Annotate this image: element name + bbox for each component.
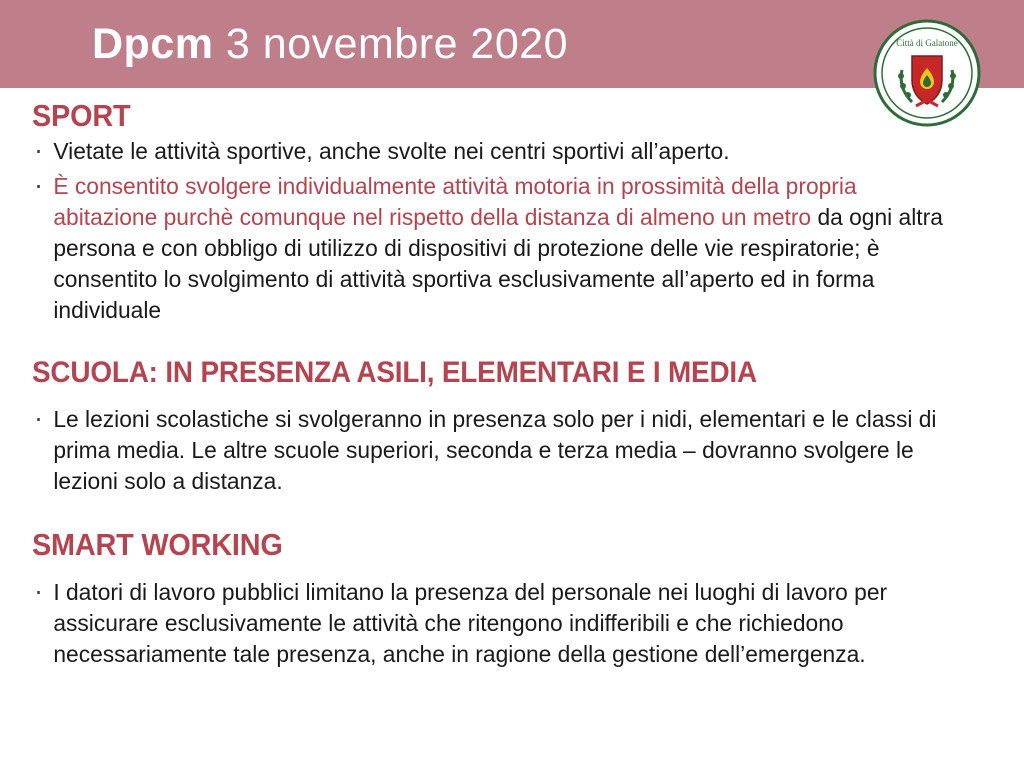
list-item xyxy=(32,404,952,497)
section-heading-smart-working: SMART WORKING xyxy=(32,527,283,563)
bullet-text: da ogni altra persona e con obbligo di utilizzo di dispositivi di protezione delle vie respiratorie; è consentito lo svolgimento di attività sportiva esclusivamente all’aperto ed in forma individuale xyxy=(53,203,943,323)
bullet-text: Le lezioni scolastiche si svolgeranno in presenza solo per i nidi, elementari e le classi di prima media. Le altre scuole superiori, seconda e terza media – dovranno svolgere le lezioni solo a distanza. xyxy=(53,406,937,495)
page-title-strong: Dpcm xyxy=(92,19,214,68)
bullet-list-smart-working xyxy=(32,577,980,670)
section-heading-scuola: SCUOLA: IN PRESENZA ASILI, ELEMENTARI E I MEDIA xyxy=(32,355,757,389)
slide-content xyxy=(0,88,1024,670)
page-title xyxy=(92,19,569,68)
list-item xyxy=(32,577,952,670)
bullet-text: I datori di lavoro pubblici limitano la presenza del personale nei luoghi di lavoro per assicurare esclusivamente le attività che ritengono indifferibili e che richiedono necessariamente tale presenza, anche in ragione della gestione dell’emergenza. xyxy=(53,578,888,667)
spacer xyxy=(32,565,980,577)
bullet-text-emphasis: È consentito svolgere individualmente attività motoria in prossimità della propria abitazione purchè comunque nel rispetto della distanza di almeno un metro xyxy=(53,172,857,230)
section-sport xyxy=(32,98,980,326)
list-item xyxy=(32,136,952,167)
spacer xyxy=(32,330,980,356)
slide-header xyxy=(0,0,1024,88)
bullet-list-scuola xyxy=(32,404,980,497)
list-item xyxy=(32,171,952,326)
spacer xyxy=(32,501,980,527)
bullet-text: Vietate le attività sportive, anche svolte nei centri sportivi all’aperto. xyxy=(53,137,730,164)
spacer xyxy=(32,392,980,404)
svg-text:Città di Galatone: Città di Galatone xyxy=(896,38,958,48)
section-heading-sport: SPORT xyxy=(32,98,131,133)
bullet-list-sport xyxy=(32,136,980,326)
page-title-light: 3 novembre 2020 xyxy=(213,19,569,68)
section-smart-working xyxy=(32,527,980,670)
section-scuola xyxy=(32,356,980,498)
